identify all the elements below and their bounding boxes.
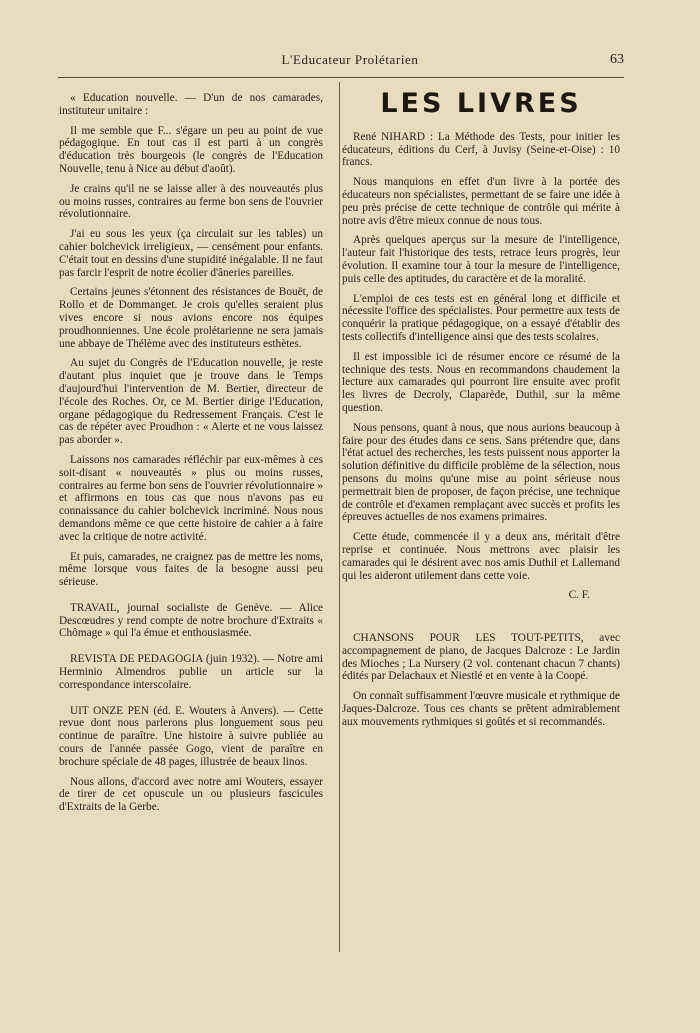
review-item-revista: REVISTA DE PEDAGOGIA (juin 1932). — Notre ami Herminio Almendros publie un article sur la correspondance interscolaire. xyxy=(59,653,323,691)
paragraph: L'emploi de ces tests est en général long et difficile et nécessite l'office des spécialistes. Pour permettre aux tests de conquérir la pratique pédagogique, on a essayé d'établir des tests collectifs d'intelligence ainsi que des tests scolaires. xyxy=(342,292,620,343)
review-item-uit-onze-pen: UIT ONZE PEN (éd. E. Wouters à Anvers). — Cette revue dont nous parlerons plus longuement sous peu continue de paraître. Une histoire à suivre publiée au cours de l'année passée Gogo, vient de paraître en brochure spéciale de 48 pages, illustrée de beaux linos. xyxy=(59,704,323,768)
paragraph: Nous allons, d'accord avec notre ami Wouters, essayer de tirer de cet opuscule un ou plusieurs fascicules d'Extraits de la Gerbe. xyxy=(59,775,323,814)
header-rule xyxy=(58,77,624,78)
book-review-heading: CHANSONS POUR LES TOUT-PETITS, avec accompagnement de piano, de Jacques Dalcroze : Le Jardin des Mioches ; La Nursery (2 vol. contenant chacun 7 chants) édités par Delachaux et Niestlé et en vente à la Coopé. xyxy=(342,632,620,683)
paragraph: Cette étude, commencée il y a deux ans, méritait d'être reprise et continuée. Nous mettrons avec plaisir les camarades qui le désirent avec nos amis Duthil et Lallemand qui les aideront utilement dans cette voie. xyxy=(342,531,620,582)
paragraph: Après quelques aperçus sur la mesure de l'intelligence, l'auteur fait l'historique des tests, retrace leurs progrès, leur évolution. Il examine tour à tour la mesure de l'intelligence, puis celle des aptitudes, du caractère et de la moralité. xyxy=(342,234,620,285)
page-number: 63 xyxy=(610,52,624,67)
paragraph: Certains jeunes s'étonnent des résistances de Bouët, de Rollo et de Dommanget. Je crois qu'elles seraient plus vives encore si nous avions encore nos équipes proudhonniennes. Une école prolétarienne ne sera jamais une abbaye de Thélème avec des instituteurs esthètes. xyxy=(59,286,323,350)
journal-title: L'Educateur Prolétarien xyxy=(281,52,419,67)
book-review-heading: René NIHARD : La Méthode des Tests, pour initier les éducateurs, éditions du Cerf, à Juvisy (Seine-et-Oise) : 10 francs. xyxy=(342,130,620,169)
paragraph: Au sujet du Congrès de l'Education nouvelle, je reste d'autant plus inquiet que je trouve dans le Temps d'aujourd'hui l'intervention de M. Bertier, directeur de l'école des Roches. Or, ce M. Bertier dirige l'Education, organe pédagogique du Redressement Français. C'est le cas de répéter avec Proudhon : « Alerte et ne vous laissez pas aborder ». xyxy=(59,357,323,447)
running-head xyxy=(0,52,700,74)
section-title: LES LIVRES xyxy=(380,88,582,119)
paragraph: J'ai eu sous les yeux (ça circulait sur les tables) un cahier bolchevick irreligieux, — censément pour enfants. C'était tout en dessins d'une stupidité inégalable. Il ne faut pas farcir l'esprit de notre écolier d'âneries pareilles. xyxy=(59,228,323,279)
review-item-travail: TRAVAIL, journal socialiste de Genève. — Alice Descœudres y rend compte de notre brochure d'Extraits « Chômage » qui l'a émue et enthousiasmée. xyxy=(59,601,323,640)
column-divider xyxy=(339,82,340,952)
right-column xyxy=(342,88,620,736)
paragraph: Il me semble que F... s'égare un peu au point de vue pédagogique. En tout cas il est parti à un congrès d'éducation très bourgeois (le congrès de l'Education Nouvelle, tenu à Nice au début d'août). xyxy=(59,124,323,175)
paragraph: On connaît suffisamment l'œuvre musicale et rythmique de Jaques-Dalcroze. Tous ces chants se prêtent admirablement aux mouvements rythmiques si goûtés et si recommandés. xyxy=(342,690,620,728)
paragraph: Et puis, camarades, ne craignez pas de mettre les noms, même lorsque vous faites de la besogne aussi peu sérieuse. xyxy=(59,550,323,589)
paragraph: Je crains qu'il ne se laisse aller à des nouveautés plus ou moins russes, contraires au ferme bon sens de l'ouvrier révolutionnaire. xyxy=(59,182,323,221)
paragraph: « Education nouvelle. — D'un de nos camarades, instituteur unitaire : xyxy=(59,92,323,117)
paragraph: Nous pensons, quant à nous, que nous aurions beaucoup à faire pour des études dans ce sens. Sans prétendre que, dans l'état actuel des recherches, les tests puissent nous apporter la solution définitive du difficile problème de la sélection, nous pensons du moins qu'une mise au point sérieuse nous permettrait bien de proposer, de façon précise, une technique de contrôle et d'examen remplaçant avec succès et profits les épreuves actuelles de nos examens primaires. xyxy=(342,421,620,524)
left-column xyxy=(59,92,323,821)
paragraph: Nous manquions en effet d'un livre à la portée des éducateurs non spécialistes, permettant de se faire une idée à peu près précise de cette technique de contrôle qui mérite à notre avis d'être mieux connue de nous tous. xyxy=(342,176,620,227)
paragraph: Il est impossible ici de résumer encore ce résumé de la technique des tests. Nous en recommandons chaudement la lecture aux camarades qui pourront lire ensuite avec profit les livres de Decroly, Claparède, Duthil, sur la même question. xyxy=(342,350,620,414)
paragraph: Laissons nos camarades réfléchir par eux-mêmes à ces soit-disant « nouveautés » plus ou moins russes, contraires au ferme bon sens de l'ouvrier révolutionnaire » et affirmons en tous cas que nous n'avons pas eu connaissance du cahier bolchevick incriminé. Nous nous demandons même ce que cette histoire de cahier a à faire avec la critique de notre activité. xyxy=(59,453,323,543)
signature: C. F. xyxy=(568,589,590,602)
